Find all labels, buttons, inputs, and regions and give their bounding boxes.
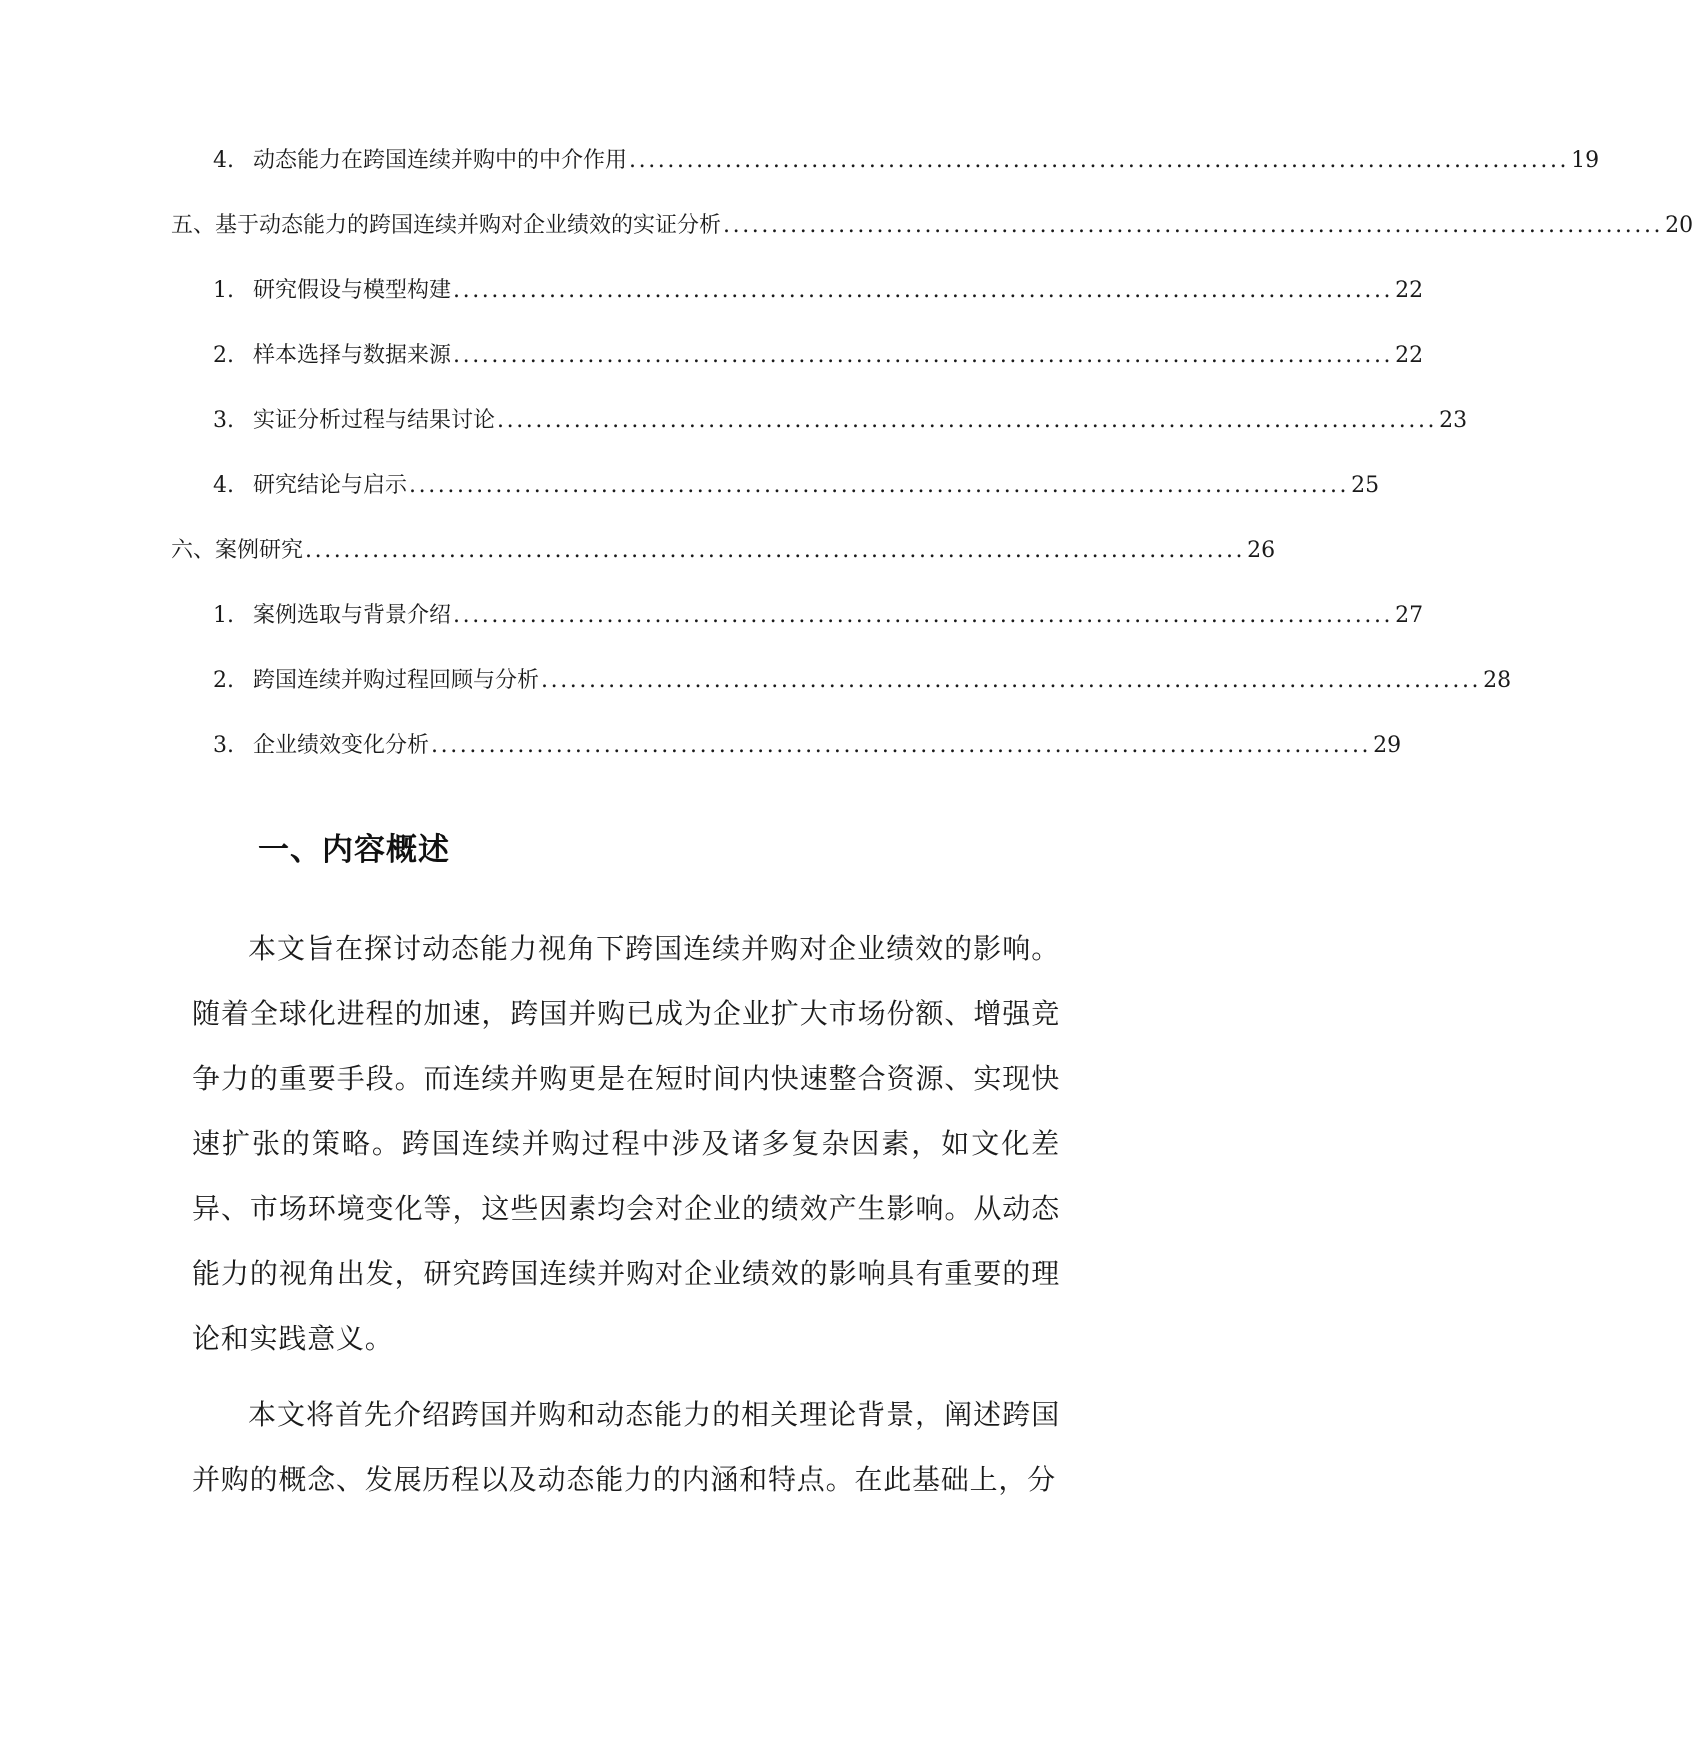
toc-entry-number: 4.: [213, 148, 234, 173]
toc-entry-page: 22: [1395, 278, 1424, 303]
toc-entry-number: 2.: [213, 668, 234, 693]
toc-entry-title: 样本选择与数据来源: [253, 343, 452, 368]
toc-entry[interactable]: [171, 536, 1276, 601]
toc-dot-leader: ..................................................................................................: [497, 408, 1438, 433]
table-of-contents: [171, 146, 1693, 796]
toc-entry[interactable]: [192, 471, 1380, 536]
toc-entry-page: 27: [1395, 603, 1424, 628]
toc-entry[interactable]: [192, 731, 1402, 796]
toc-entry[interactable]: [192, 276, 1424, 341]
toc-entry-title: 六、案例研究: [171, 538, 304, 563]
toc-entry-number: 3.: [213, 733, 234, 758]
toc-entry[interactable]: [192, 146, 1600, 211]
toc-entry-page: 28: [1483, 668, 1512, 693]
toc-dot-leader: ..................................................................................................: [629, 148, 1570, 173]
toc-dot-leader: ..................................................................................................: [541, 668, 1482, 693]
toc-entry-title: 实证分析过程与结果讨论: [253, 408, 496, 433]
toc-entry[interactable]: [192, 406, 1468, 471]
toc-dot-leader: ..................................................................................................: [431, 733, 1372, 758]
toc-entry-page: 22: [1395, 343, 1424, 368]
toc-entry[interactable]: [192, 341, 1424, 406]
toc-entry-number: 4.: [213, 473, 234, 498]
toc-entry-page: 29: [1373, 733, 1402, 758]
toc-dot-leader: ..................................................................................................: [305, 538, 1246, 563]
toc-dot-leader: ..................................................................................................: [409, 473, 1350, 498]
toc-entry[interactable]: [192, 666, 1512, 731]
toc-dot-leader: ..................................................................................................: [453, 603, 1394, 628]
paragraph: 本文将首先介绍跨国并购和动态能力的相关理论背景，阐述跨国并购的概念、发展历程以及动态能力的内涵和特点。在此基础上，分: [192, 1398, 1060, 1496]
toc-entry-title: 动态能力在跨国连续并购中的中介作用: [253, 148, 628, 173]
toc-entry-title: 五、基于动态能力的跨国连续并购对企业绩效的实证分析: [171, 213, 722, 238]
toc-dot-leader: ..................................................................................................: [453, 278, 1394, 303]
toc-entry-title: 研究结论与启示: [253, 473, 408, 498]
section-heading: 一、内容概述: [258, 832, 450, 868]
toc-entry-number: 3.: [213, 408, 234, 433]
toc-entry-title: 跨国连续并购过程回顾与分析: [253, 668, 540, 693]
toc-entry-number: 1.: [213, 278, 234, 303]
toc-entry-page: 20: [1665, 213, 1693, 238]
toc-entry-title: 研究假设与模型构建: [253, 278, 452, 303]
toc-dot-leader: ..................................................................................................: [453, 343, 1394, 368]
paragraph: 本文旨在探讨动态能力视角下跨国连续并购对企业绩效的影响。随着全球化进程的加速，跨国并购已成为企业扩大市场份额、增强竞争力的重要手段。而连续并购更是在短时间内快速整合资源、实现快速扩张的策略。跨国连续并购过程中涉及诸多复杂因素，如文化差异、市场环境变化等，这些因素均会对企业的绩效产生影响。从动态能力的视角出发，研究跨国连续并购对企业绩效的影响具有重要的理论和实践意义。: [192, 932, 1060, 1355]
toc-dot-leader: ..................................................................................................: [723, 213, 1664, 238]
toc-entry-title: 企业绩效变化分析: [253, 733, 430, 758]
toc-entry-number: 1.: [213, 603, 234, 628]
toc-entry[interactable]: [192, 601, 1424, 666]
toc-entry-page: 25: [1351, 473, 1380, 498]
toc-entry-title: 案例选取与背景介绍: [253, 603, 452, 628]
body-text: [192, 916, 1060, 1512]
toc-entry[interactable]: [171, 211, 1693, 276]
toc-entry-page: 19: [1571, 148, 1600, 173]
toc-entry-page: 26: [1247, 538, 1276, 563]
toc-entry-number: 2.: [213, 343, 234, 368]
toc-entry-page: 23: [1439, 408, 1468, 433]
